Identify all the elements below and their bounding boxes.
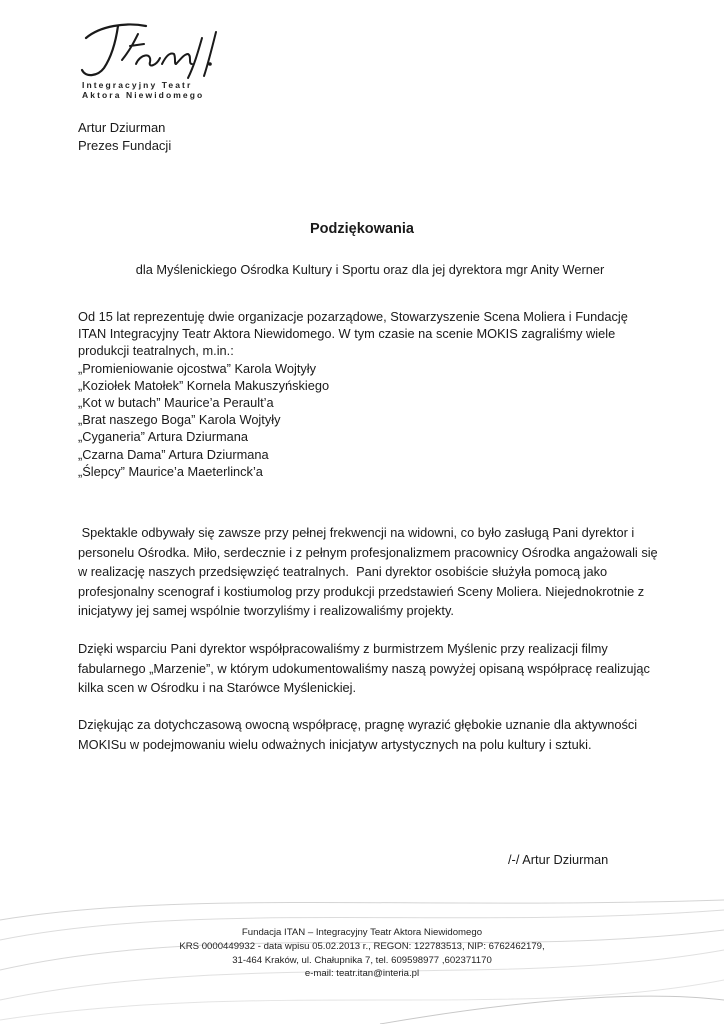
- play-item: „Czarna Dama” Artura Dziurmana: [78, 446, 269, 462]
- sender-role: Prezes Fundacji: [78, 138, 172, 153]
- logo-subtitle: [82, 80, 204, 100]
- play-item: „Ślepcy” Maurice’a Maeterlinck’a: [78, 463, 263, 479]
- play-item: „Koziołek Matołek” Kornela Makuszyńskiego: [78, 377, 330, 393]
- footer-line1: Fundacja ITAN – Integracyjny Teatr Aktora Niewidomego: [241, 927, 483, 938]
- paragraph-intro: Od 15 lat reprezentuję dwie organizacje pozarządowe, Stowarzyszenie Scena Moliera i Fundację ITAN Integracyjny Teatr Aktora Niewidomego. W tym czasie na scenie MOKIS zagraliśmy wiele produkcji teatralnych, m.in.:: [78, 309, 628, 359]
- footer: [0, 926, 724, 981]
- logo-line2: Aktora Niewidomego: [82, 90, 205, 100]
- logo: [78, 20, 238, 106]
- play-item: „Brat naszego Boga” Karola Wojtyły: [78, 412, 281, 428]
- sender-name: Artur Dziurman: [78, 120, 166, 135]
- footer-line2: KRS 0000449932 - data wpisu 05.02.2013 r., REGON: 122783513, NIP: 6762462179,: [179, 940, 545, 952]
- play-item: „Cyganeria” Artura Dziurmana: [78, 429, 248, 445]
- sender-block: [78, 119, 171, 155]
- play-item: „Promieniowanie ojcostwa” Karola Wojtyły: [78, 360, 317, 376]
- itan-wordmark-logo: [78, 20, 238, 82]
- logo-line1: Integracyjny Teatr: [82, 80, 193, 90]
- signature: /-/ Artur Dziurman: [508, 852, 609, 867]
- letter-subtitle: dla Myślenickiego Ośrodka Kultury i Sportu oraz dla jej dyrektora mgr Anity Werner: [135, 262, 605, 277]
- footer-line3: 31-464 Kraków, ul. Chałupnika 7, tel. 609598977 ,602371170: [232, 954, 492, 966]
- paragraph-thanks: Dziękując za dotychczasową owocną współpracę, pragnę wyrazić głębokie uznanie dla aktywności MOKISu w podejmowaniu wielu odważnych inicjatyw artystycznych na polu kultury i sztuki.: [78, 717, 638, 752]
- plays-list: [78, 360, 658, 480]
- paragraph-performances: Spektakle odbywały się zawsze przy pełnej frekwencji na widowni, co było zasługą Pani dyrektor i personelu Ośrodka. Miło, serdecznie i z pełnym profesjonalizmem pracownicy Ośrodka angażowali się w realizację naszych przedsięwzięć teatralnych. Pani dyrektor osobiście służyła pomocą jako profesjonalny scenograf i kostiumolog przy produkcji przedstawień Sceny Moliera. Niejednokrotnie z inicjatywy jej samej wspólnie tworzyliśmy i realizowaliśmy projekty.: [78, 525, 662, 619]
- paragraph-film: Dzięki wsparciu Pani dyrektor współpracowaliśmy z burmistrzem Myślenic przy realizacji filmy fabularnego „Marzenie”, w którym udokumentowaliśmy naszą powyżej opisaną współpracę realizując kilka scen w Ośrodku i na Starówce Myślenickiej.: [78, 641, 650, 696]
- letter-title: Podziękowania: [310, 221, 414, 237]
- footer-line4: e-mail: teatr.itan@interia.pl: [304, 968, 420, 980]
- letter-intro: [78, 308, 658, 480]
- play-item: „Kot w butach” Maurice’a Perault’a: [78, 395, 274, 411]
